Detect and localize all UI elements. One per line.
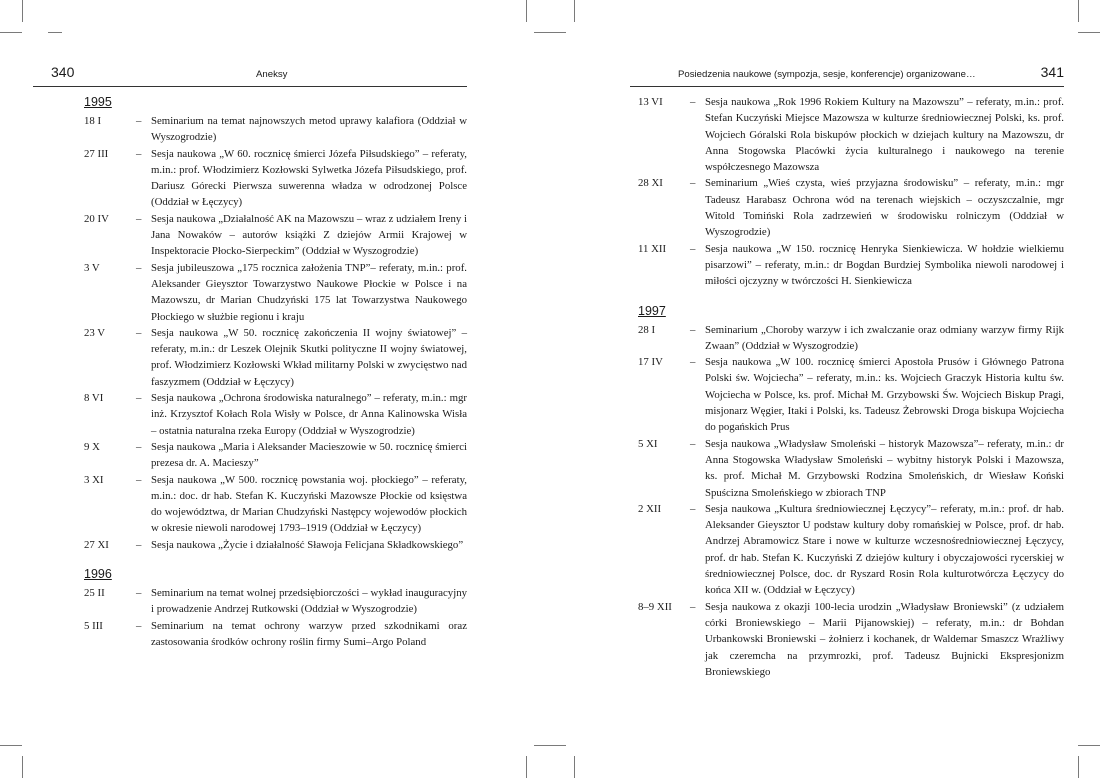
entry-text: Sesja naukowa „W 150. rocznicę Henryka Sienkiewicza. W hołdzie wielkiemu pisarzowi” – referaty, m.in.: dr Bogdan Burdziej Symbolika niewoli narodowej i miłości ojczyzny w twórczości H. Sienkiewicza (705, 242, 1064, 288)
chronology-entry (638, 241, 1064, 290)
entry-text: Sesja naukowa „Ochrona środowiska naturalnego” – referaty, m.in.: mgr inż. Krzysztof Kołach Rola Wisły w Polsce, dr Anna Kalinowska Wisła – ostatnia naturalna rzeka Europy (Oddział w Wyszogrodzie) (151, 392, 467, 437)
page-content (84, 94, 467, 650)
chronology-entry (84, 618, 467, 651)
entry-dash: – (136, 538, 142, 551)
chronology-entry (638, 599, 1064, 680)
chronology-entry (84, 146, 467, 211)
chronology-entry (84, 472, 467, 537)
chronology-entry (84, 537, 467, 553)
left-page (33, 0, 467, 778)
crop-mark (1078, 745, 1100, 746)
page-number: 340 (51, 64, 75, 80)
chronology-entry (638, 322, 1064, 355)
crop-mark (534, 745, 566, 746)
entry-dash: – (136, 440, 142, 453)
entry-dash: – (136, 392, 142, 405)
entry-date: 28 XI (638, 177, 663, 190)
entry-dash: – (136, 115, 142, 127)
crop-mark (0, 32, 22, 33)
entry-text: Seminarium na temat ochrony warzyw przed szkodnikami oraz zastosowania środków ochrony roślin firmy Sumi–Argo Poland (151, 619, 467, 648)
right-page (638, 0, 1064, 778)
year-heading: 1996 (84, 567, 112, 582)
year-heading: 1995 (84, 95, 112, 109)
entry-dash: – (136, 326, 142, 339)
entry-date: 9 X (84, 440, 100, 453)
crop-mark (1078, 0, 1079, 22)
entry-date: 17 IV (638, 356, 663, 369)
entry-date: 8–9 XII (638, 600, 672, 613)
entry-dash: – (136, 473, 142, 486)
page-header (630, 66, 1064, 87)
entry-dash: – (690, 242, 696, 255)
crop-mark (22, 0, 23, 22)
entry-text: Seminarium na temat wolnej przedsiębiorczości – wykład inauguracyjny i prowadzenie Andrzej Rutkowski (Oddział w Wyszogrodzie) (151, 587, 467, 616)
page-content (638, 94, 1064, 680)
entry-text: Seminarium „Wieś czysta, wieś przyjazna środowisku” – referaty, m.in.: mgr Tadeusz Harabasz Ochrona wód na terenach wiejskich – oczyszczalnie, mgr Witold Tomiński Rola zadrzewień w środowisku rolniczym (Oddział w Wyszogrodzie) (705, 177, 1064, 239)
entry-dash: – (690, 437, 696, 450)
entry-date: 20 IV (84, 212, 109, 225)
running-title: Aneksy (256, 69, 288, 80)
entry-dash: – (690, 356, 696, 369)
entry-date: 27 XI (84, 538, 109, 551)
year-heading: 1997 (638, 303, 666, 318)
entry-dash: – (136, 587, 142, 600)
entry-dash: – (136, 212, 142, 225)
entry-date: 3 XI (84, 473, 104, 486)
page-header (33, 66, 467, 87)
crop-mark (526, 756, 527, 778)
crop-mark (22, 756, 23, 778)
entry-text: Sesja naukowa „W 100. rocznicę śmierci Apostoła Prusów i Głównego Patrona Polski św. Wojciecha” – referaty, m.in.: ks. Wojciech Graczyk Historia kultu św. Wojciecha w Polsce, ks. prof. Michał M. Grzybowski Św. Wojciech Biskup Pragi, misjonarz Węgier, Itaki i Polski, ks. Tadeusz Żebrowski Droga biskupa Wojciecha do pogańskich Prus (705, 356, 1064, 434)
entry-text: Seminarium „Choroby warzyw i ich zwalczanie oraz odmiany warzyw firmy Rijk Zwaan” (Oddział w Wyszogrodzie) (705, 323, 1064, 352)
entry-text: Sesja naukowa „Kultura średniowiecznej Łęczycy”– referaty, m.in.: prof. dr hab. Aleksander Gieysztor U podstaw kultury doby romańskiej w Polsce, prof. dr hab. Andrzej Abramowicz Stare i nowe w kulturze wczesnośredniowiecznej Łęczycy, prof. dr hab. Stefan K. Kuczyński Z dziejów kultury i obyczajowości rycerskiej w średniowiecznej Polsce, doc. dr Ryszard Rosin Rola kulturotwórcza Łęczycy do końca XII w. (Oddział w Łęczycy) (705, 502, 1064, 597)
entry-date: 8 VI (84, 392, 104, 405)
crop-mark (1078, 756, 1079, 778)
crop-mark (526, 0, 527, 22)
entry-text: Sesja naukowa „W 60. rocznicę śmierci Józefa Piłsudskiego” – referaty, m.in.: prof. Włodzimierz Kozłowski Sylwetka Józefa Piłsudskiego, prof. Dariusz Górecki Pierwsza suwerenna władza w odrodzonej Polsce (Oddział w Łęczycy) (151, 147, 467, 209)
chronology-entry (638, 501, 1064, 599)
chronology-entry (638, 354, 1064, 435)
entry-text: Sesja naukowa „Maria i Aleksander Macieszowie w 50. rocznicę śmierci prezesa dr. A. Macieszy” (151, 440, 467, 470)
entry-date: 23 V (84, 326, 106, 339)
crop-mark (574, 756, 575, 778)
entry-date: 5 III (84, 619, 103, 632)
entry-dash: – (136, 147, 142, 160)
entry-text: Sesja naukowa „W 50. rocznicę zakończenia II wojny światowej” – referaty, m.in.: dr Leszek Olejnik Skutki polityczne II wojny światowej, prof. Włodzimierz Kozłowski Wkład militarny Polski w zwycięstwo nad faszyzmem (Oddział w Łęczycy) (151, 326, 467, 388)
entry-dash: – (136, 261, 142, 274)
entry-text: Sesja jubileuszowa „175 rocznica założenia TNP”– referaty, m.in.: prof. Aleksander Gieysztor Towarzystwo Naukowe Płockie w Polsce i na Mazowszu, dr Marian Chudzyński 175 lat Towarzystwa Naukowego Płockiego w służbie regionu i kraju (151, 261, 467, 323)
page-number: 341 (1040, 64, 1064, 80)
entry-date: 3 V (84, 261, 100, 274)
entry-date: 2 XII (638, 502, 662, 515)
chronology-entry (638, 175, 1064, 240)
entry-dash: – (690, 323, 696, 336)
entry-date: 27 III (84, 147, 109, 160)
crop-mark (1078, 32, 1100, 33)
entry-dash: – (136, 619, 142, 632)
entry-date: 25 II (84, 587, 105, 600)
entry-date: 18 I (84, 115, 102, 127)
chronology-entry (84, 585, 467, 618)
crop-mark (0, 745, 22, 746)
entry-dash: – (690, 502, 696, 515)
entry-dash: – (690, 96, 696, 108)
entry-text: Seminarium na temat najnowszych metod uprawy kalafiora (Oddział w Wyszogrodzie) (151, 115, 467, 144)
entry-text: Sesja naukowa „W 500. rocznicę powstania woj. płockiego” – referaty, m.in.: doc. dr hab. Stefan K. Kuczyński Mazowsze Płockie od księstwa do województwa, dr Marian Chudzyński Następcy wojewodów płockich w okresie niewoli narodowej 1793–1919 (Oddział w Łęczycy) (151, 473, 467, 535)
entry-text: Sesja naukowa „Działalność AK na Mazowszu – wraz z udziałem Ireny i Jana Nowaków – autorów książki Z dziejów Armii Krajowej w Inspektoracie Płocko-Sierpeckim” (Oddział w Wyszogrodzie) (151, 212, 467, 258)
entry-text: Sesja naukowa z okazji 100-lecia urodzin „Władysław Broniewski” (z udziałem córki Broniewskiego – Marii Pijanowskiej) – referaty, m.in.: dr Bohdan Urbankowski Broniewski – żołnierz i kochanek, dr Waldemar Smaszcz Wrażliwy jak czeremcha na przymrozki, prof. Tadeusz Bujnicki Ekspresjonizm Broniewskiego (705, 600, 1064, 678)
entry-dash: – (690, 177, 696, 190)
entry-text: Sesja naukowa „Życie i działalność Sławoja Felicjana Składkowskiego” (151, 538, 464, 551)
chronology-entry (84, 390, 467, 439)
chronology-entry (84, 439, 467, 472)
entry-dash: – (690, 600, 696, 613)
running-title: Posiedzenia naukowe (sympozja, sesje, konferencje) organizowane… (678, 69, 976, 80)
chronology-entry (84, 211, 467, 260)
entry-date: 28 I (638, 323, 656, 336)
entry-date: 13 VI (638, 96, 663, 108)
chronology-entry (638, 436, 1064, 501)
crop-mark (574, 0, 575, 22)
chronology-entry (638, 94, 1064, 175)
entry-text: Sesja naukowa „Rok 1996 Rokiem Kultury na Mazowszu” – referaty, m.in.: prof. Stefan Kuczyński Miejsce Mazowsza w kulturze średniowiecznej Polski, ks. prof. Wojciech Góralski Rola biskupów płockich w dziejach kultury na Mazowszu, dr Anna Stogowska Placówki życia kulturalnego i naukowego na terenie współczesnego Mazowsza (705, 96, 1064, 174)
chronology-entry (84, 113, 467, 146)
chronology-entry (84, 260, 467, 325)
chronology-entry (84, 325, 467, 390)
entry-date: 5 XI (638, 437, 658, 450)
crop-mark (534, 32, 566, 33)
entry-date: 11 XII (638, 242, 667, 255)
entry-text: Sesja naukowa „Władysław Smoleński – historyk Mazowsza”– referaty, m.in.: dr Anna Stogowska Władysław Smoleński – wybitny historyk Polski i Mazowsza, ks. prof. Michał M. Grzybowski Rodzina Smoleńskich, dr Wiesław Koński Spuścizna Smoleńskiego w zbiorach TNP (705, 437, 1064, 499)
